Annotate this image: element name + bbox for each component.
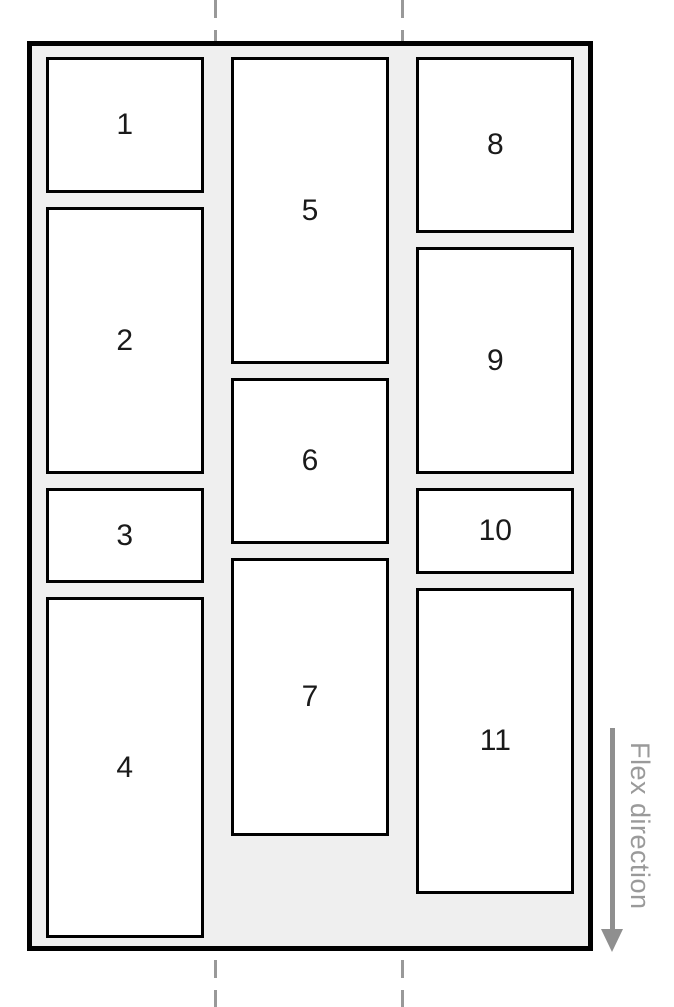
flex-item-label: 6 [301, 444, 319, 477]
flex-item-10 [416, 488, 574, 574]
flex-item-2 [46, 207, 204, 474]
flex-item-label: 3 [116, 518, 133, 552]
flex-item-label: 4 [116, 750, 133, 784]
flex-item-6 [231, 378, 389, 544]
flex-direction-label: Flex direction [625, 742, 655, 910]
flex-item-11 [416, 588, 574, 894]
flex-item-5 [231, 57, 389, 364]
flex-item-label: 1 [116, 108, 133, 141]
flex-line-3 [403, 46, 588, 946]
flex-item-8 [416, 57, 574, 233]
flex-item-label: 10 [478, 514, 512, 547]
flex-direction-arrow-icon [601, 728, 623, 952]
flex-item-label: 5 [301, 193, 319, 227]
flex-item-1 [46, 57, 204, 193]
flex-item-label: 11 [479, 724, 511, 757]
flex-item-3 [46, 488, 204, 583]
flex-item-label: 8 [486, 128, 504, 161]
flex-line-1 [32, 46, 217, 946]
flex-item-label: 9 [486, 343, 504, 377]
arrow-shaft [610, 728, 615, 929]
flex-container [27, 41, 593, 951]
flex-item-label: 7 [301, 680, 319, 713]
flex-item-7 [231, 558, 389, 836]
flex-item-label: 2 [116, 323, 133, 357]
flex-item-4 [46, 597, 204, 938]
arrow-head [601, 929, 623, 952]
flex-line-2 [217, 46, 402, 946]
flex-item-9 [416, 247, 574, 474]
